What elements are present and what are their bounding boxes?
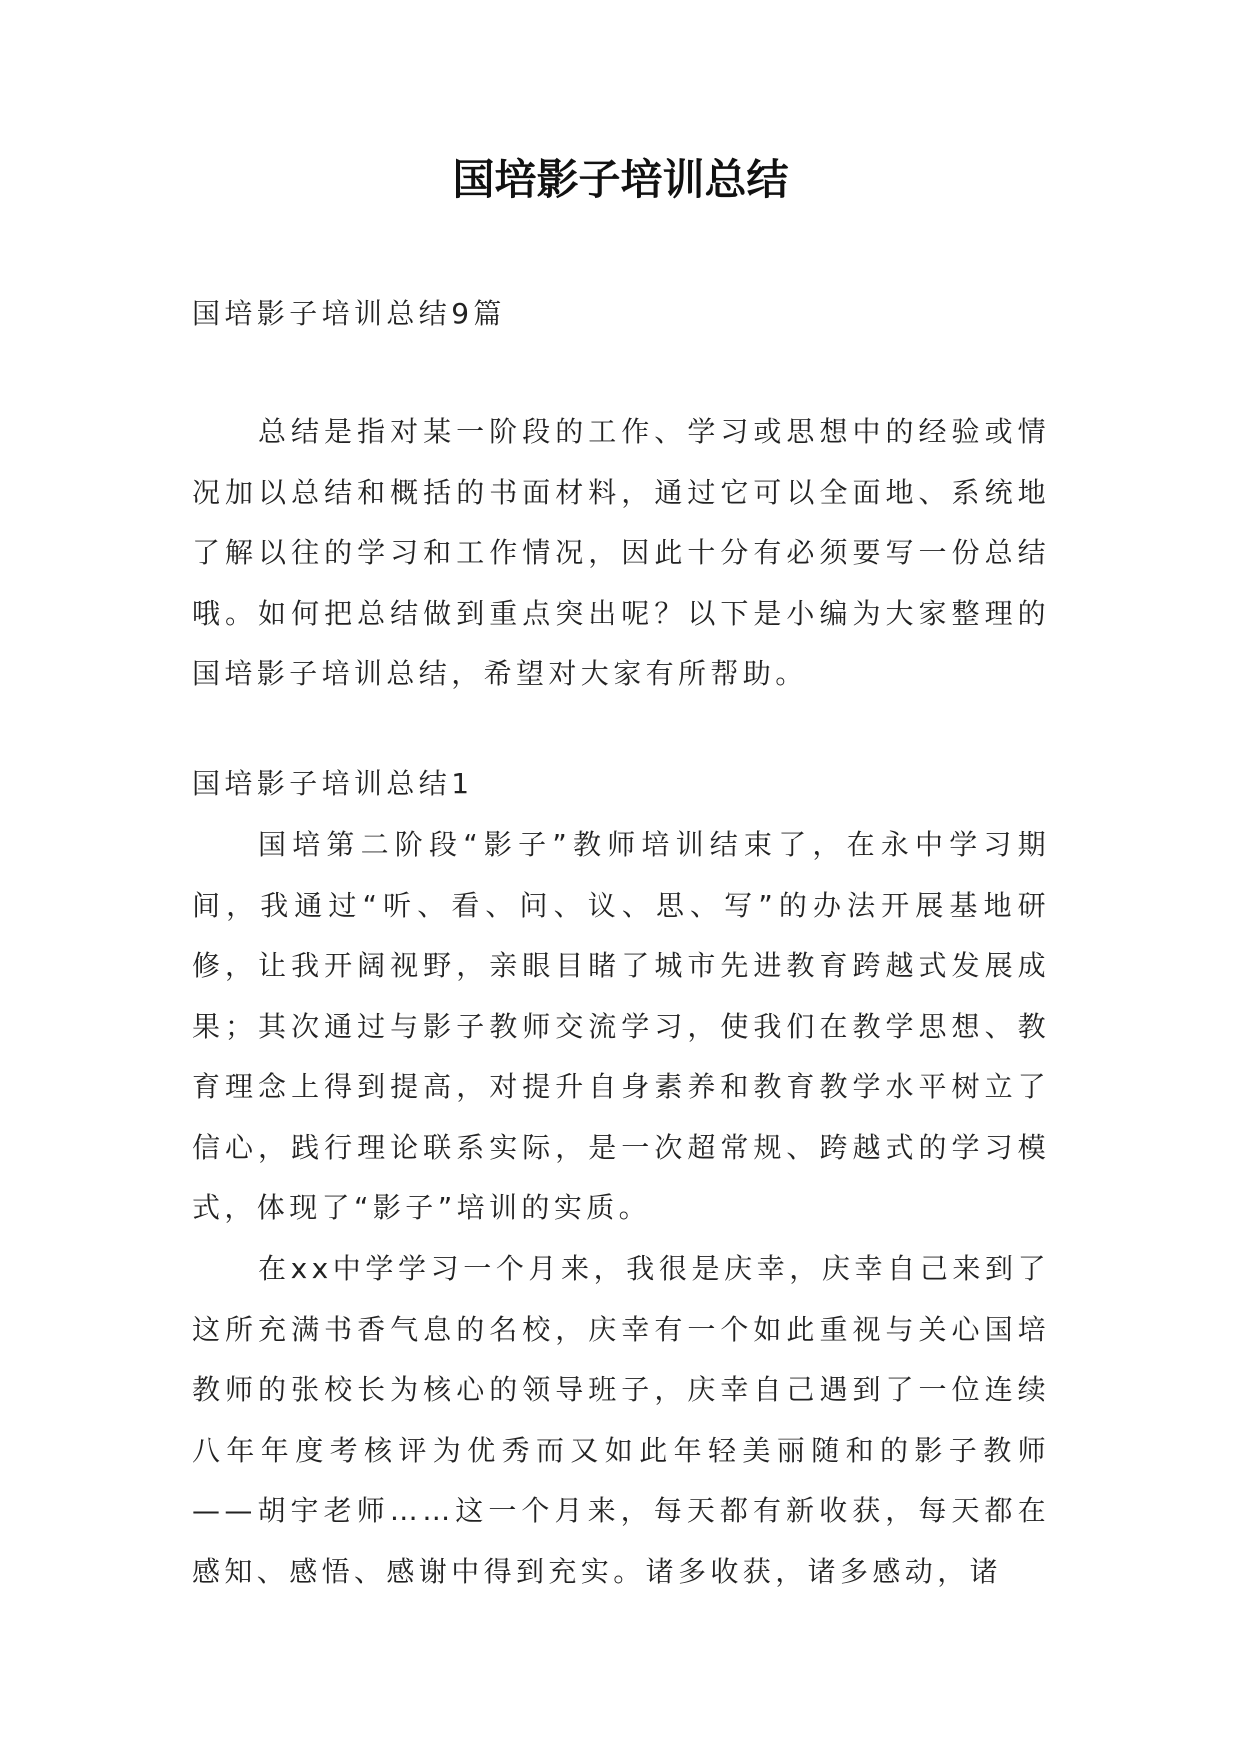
- section-heading: 国培影子培训总结1: [192, 767, 474, 800]
- body-paragraph-2: 在xx中学学习一个月来，我很是庆幸，庆幸自己来到了这所充满书香气息的名校，庆幸有一个如此重视与关心国培教师的张校长为核心的领导班子，庆幸自己遇到了一位连续八年年度考核评为优秀而又如此年轻美丽随和的影子教师——胡宇老师……这一个月来，每天都有新收获，每天都在感知、感悟、感谢中得到充实。诸多收获，诸多感动，诸: [192, 1252, 1050, 1588]
- body-paragraph-1: 国培第二阶段“影子”教师培训结束了，在永中学习期间，我通过“听、看、问、议、思、写”的办法开展基地研修，让我开阔视野，亲眼目睹了城市先进教育跨越式发展成果；其次通过与影子教师交流学习，使我们在教学思想、教育理念上得到提高，对提升自身素养和教育教学水平树立了信心，践行理论联系实际，是一次超常规、跨越式的学习模式，体现了“影子”培训的实质。: [192, 828, 1050, 1224]
- document-title: 国培影子培训总结: [452, 155, 789, 204]
- document-subtitle: 国培影子培训总结9篇: [192, 297, 506, 330]
- intro-paragraph: 总结是指对某一阶段的工作、学习或思想中的经验或情况加以总结和概括的书面材料，通过它可以全面地、系统地了解以往的学习和工作情况，因此十分有必须要写一份总结哦。如何把总结做到重点突出呢？以下是小编为大家整理的国培影子培训总结，希望对大家有所帮助。: [192, 415, 1050, 690]
